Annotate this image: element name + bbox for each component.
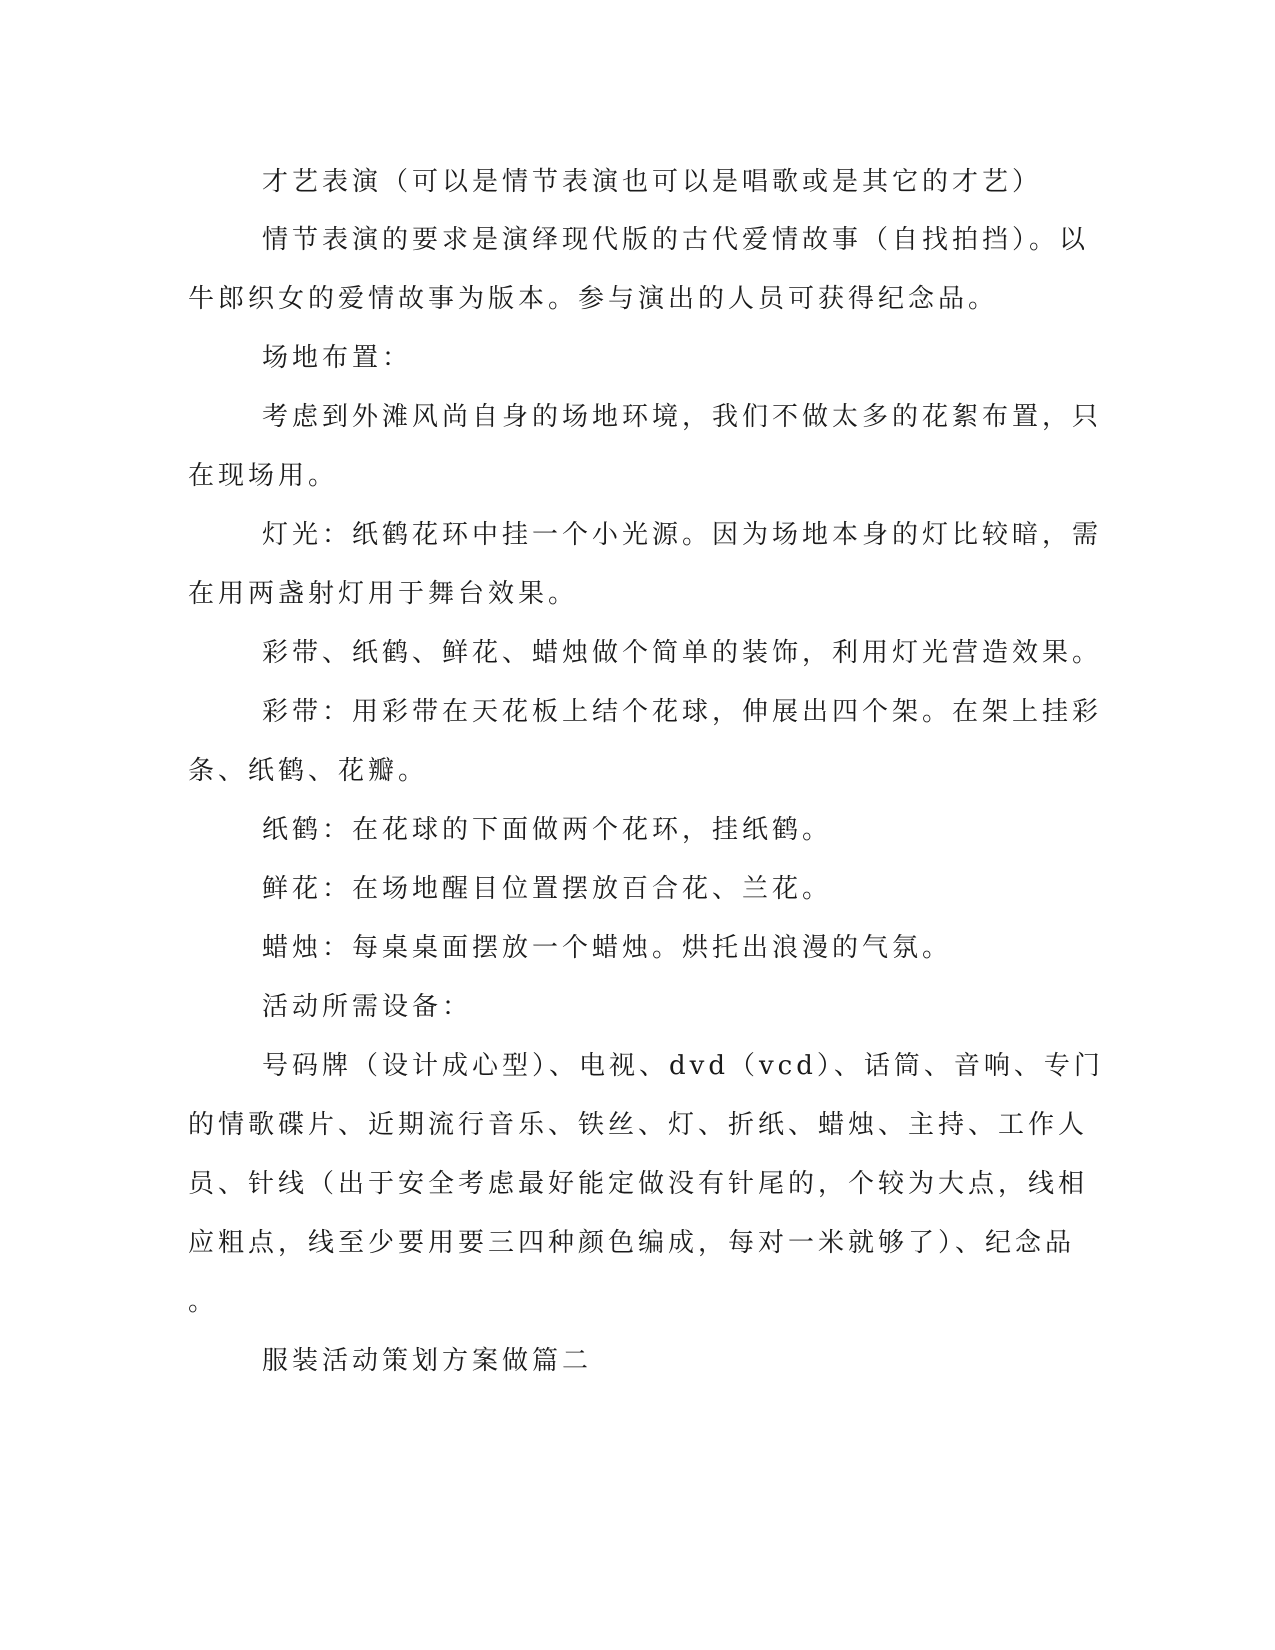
paragraph-line: 蜡烛：每桌桌面摆放一个蜡烛。烘托出浪漫的气氛。 [262,933,953,963]
paragraph-line: 情节表演的要求是演绎现代版的古代爱情故事（自找拍挡）。以 [262,225,1090,255]
paragraph-line: 牛郎织女的爱情故事为版本。参与演出的人员可获得纪念品。 [188,284,999,314]
section-heading: 服装活动策划方案做篇二 [262,1346,593,1376]
paragraph-line: 号码牌（设计成心型）、电视、dvd（vcd）、话筒、音响、专门 [262,1051,1104,1081]
paragraph-line: 应粗点，线至少要用要三四种颜色编成，每对一米就够了）、纪念品 [188,1228,1076,1258]
paragraph-line: 的情歌碟片、近期流行音乐、铁丝、灯、折纸、蜡烛、主持、工作人 [188,1110,1089,1140]
paragraph-line: 彩带、纸鹤、鲜花、蜡烛做个简单的装饰，利用灯光营造效果。 [262,638,1103,668]
paragraph-line: 。 [188,1287,219,1317]
section-heading: 场地布置： [262,343,413,373]
paragraph-line: 才艺表演（可以是情节表演也可以是唱歌或是其它的才艺） [262,167,1043,197]
paragraph-line: 员、针线（出于安全考虑最好能定做没有针尾的，个较为大点，线相 [188,1169,1089,1199]
section-heading: 活动所需设备： [262,992,473,1022]
paragraph-line: 纸鹤：在花球的下面做两个花环，挂纸鹤。 [262,815,833,845]
paragraph-line: 条、纸鹤、花瓣。 [188,756,429,786]
paragraph-line: 考虑到外滩风尚自身的场地环境，我们不做太多的花絮布置，只 [262,402,1103,432]
paragraph-line: 在用两盏射灯用于舞台效果。 [188,579,579,609]
paragraph-line: 在现场用。 [188,461,339,491]
paragraph-line: 彩带：用彩带在天花板上结个花球，伸展出四个架。在架上挂彩 [262,697,1103,727]
paragraph-line: 鲜花：在场地醒目位置摆放百合花、兰花。 [262,874,833,904]
paragraph-line: 灯光：纸鹤花环中挂一个小光源。因为场地本身的灯比较暗，需 [262,520,1103,550]
